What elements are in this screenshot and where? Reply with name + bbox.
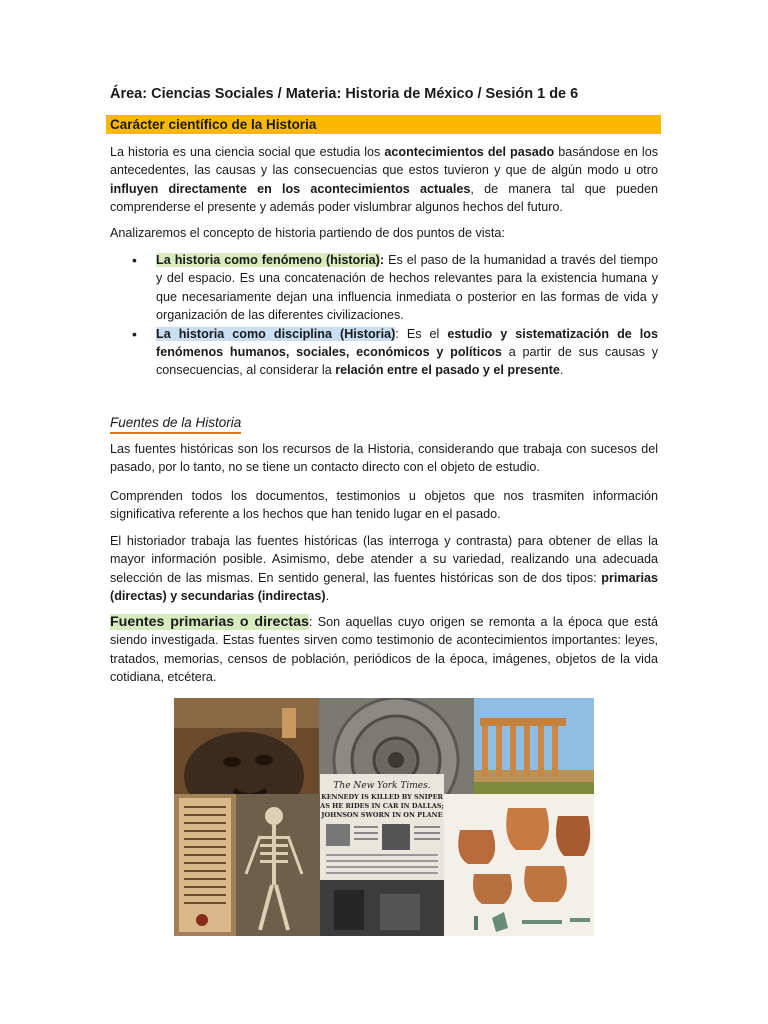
document-header: Área: Ciencias Sociales / Materia: Historia de México / Sesión 1 de 6 — [110, 86, 579, 102]
fuentes-paragraph-3 — [110, 532, 658, 606]
skeleton-image — [236, 794, 320, 936]
disciplina-bold-1: estudio y sistematización de los fenómenos humanos, sociales, económicos y políticos — [156, 326, 658, 360]
fuentes-paragraph-2: Comprenden todos los documentos, testimonios u objetos que nos trasmiten información significativa referente a los hechos que han tenido lugar en el pasado. — [110, 489, 658, 522]
newspaper-masthead: The New York Times. — [333, 781, 431, 791]
fuentes-p3-text-2: . — [325, 589, 330, 604]
section-heading-fuentes: Fuentes de la Historia — [110, 414, 241, 434]
intro-bold-1: acontecimientos del pasado — [384, 145, 555, 159]
newspaper-image — [319, 774, 444, 936]
fuentes-p3-bold: primarias (directas) y secundarias (indirectas) — [110, 570, 658, 604]
intro-text-1: La historia es una ciencia social que estudia los — [110, 145, 385, 159]
disciplina-text-2: a partir de sus causas y consecuencias, al considerar la — [156, 345, 659, 378]
historical-sources-collage — [174, 698, 594, 936]
viewpoints-list — [130, 251, 658, 380]
fenomeno-label: La historia como fenómeno (historia) — [156, 253, 380, 267]
primarias-label: Fuentes primarias o directas — [110, 614, 309, 630]
greek-temple-image — [474, 698, 594, 794]
fenomeno-colon: : — [379, 253, 385, 267]
newspaper-headline-3: JOHNSON SWORN IN ON PLANE — [321, 811, 443, 819]
newspaper-headline-2: AS HE RIDES IN CAR IN DALLAS; — [320, 802, 444, 810]
disciplina-bold-2: relación entre el pasado y el presente — [335, 363, 560, 378]
disciplina-label: La historia como disciplina (Historia) — [156, 326, 396, 341]
disciplina-text-3: . — [559, 363, 564, 378]
fuentes-paragraph-1: Las fuentes históricas son los recursos de la Historia, considerando que trabaja con sucesos del pasado, por lo tanto, no se tiene un contacto directo con el objeto de estudio. — [110, 442, 658, 475]
intro-text-3: , de manera tal que pueden comprenderse el presente y además poder vislumbrar algunos hechos del futuro. — [110, 181, 659, 215]
intro-text-2: basándose en los antecedentes, las causas y las consecuencias que estos tuvieron y que de algún modo u otro — [110, 145, 659, 178]
parchment-document-image — [174, 794, 236, 936]
section-heading-caracter: Carácter científico de la Historia — [110, 117, 317, 132]
fenomeno-text: Es el paso de la humanidad a través del tiempo y del espacio. Es una concatenación de hechos relevantes para la existencia humana y que necesariamente dejan una influencia inmediata o posterior en las formas de vida y organización de las diferentes civilizaciones. — [156, 253, 658, 323]
pottery-image — [444, 794, 594, 936]
list-item-fenomeno — [130, 251, 658, 325]
disciplina-text-1: : Es el — [395, 326, 448, 341]
intro-bold-2: influyen directamente en los acontecimientos actuales — [110, 181, 471, 196]
analysis-paragraph: Analizaremos el concepto de historia partiendo de dos puntos de vista: — [110, 226, 505, 240]
intro-paragraph — [110, 143, 658, 217]
primarias-text: : Son aquellas cuyo origen se remonta a la época que está siendo investigada. Estas fuentes sirven como testimonio de acontecimientos importantes: leyes, tratados, memorias, censos de población, periódicos de la época, imágenes, objetos de la vida cotidiana, etcétera. — [110, 615, 658, 685]
list-item-disciplina — [130, 325, 658, 380]
newspaper-headline-1: KENNEDY IS KILLED BY SNIPER — [321, 793, 443, 801]
primarias-paragraph — [110, 613, 658, 687]
bullet-icon: • — [132, 325, 137, 342]
section-heading-bar — [106, 115, 661, 134]
bullet-icon: • — [132, 252, 137, 268]
fuentes-p3-text-1: El historiador trabaja las fuentes históricas (las interroga y contrasta) para obtener de ellas la mayor información posible. Asimismo, debe atender a su variedad, realizando una adecuada selección de las mismas. En sentido general, las fuentes históricas son de dos tipos: — [110, 534, 658, 585]
